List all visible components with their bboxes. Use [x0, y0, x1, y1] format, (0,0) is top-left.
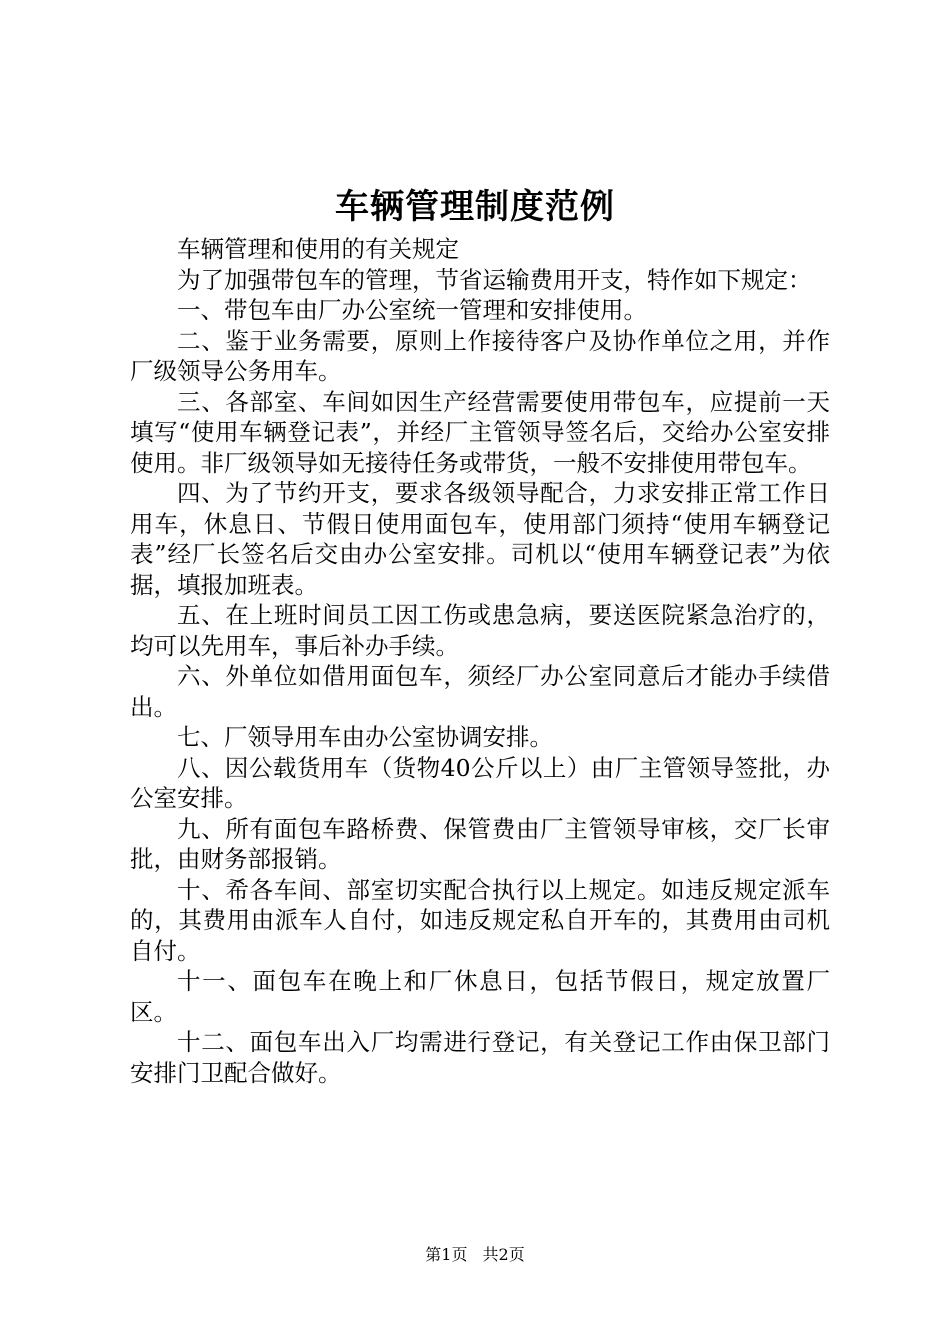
- paragraph: 十、希各车间、部室切实配合执行以上规定。如违反规定派车的，其费用由派车人自付，如违反规定私自开车的，其费用由司机自付。: [130, 875, 830, 965]
- paragraph: 一、带包车由厂办公室统一管理和安排使用。: [177, 296, 647, 324]
- paragraph: 八、因公载货用车（货物40公斤以上）由厂主管领导签批，办公室安排。: [130, 753, 830, 812]
- page-total: 共2页: [482, 1245, 525, 1264]
- paragraph: 三、各部室、车间如因生产经营需要使用带包车，应提前一天填写“使用车辆登记表”，并经厂主管领导签名后，交给办公室安排使用。非厂级领导如无接待任务或带货，一般不安排使用带包车。: [130, 387, 830, 477]
- page-number: 第1页: [425, 1245, 468, 1264]
- paragraph: 车辆管理和使用的有关规定: [177, 235, 459, 263]
- paragraph: 九、所有面包车路桥费、保管费由厂主管领导审核，交厂长审批，由财务部报销。: [130, 814, 830, 873]
- paragraph: 十一、面包车在晚上和厂休息日，包括节假日，规定放置厂区。: [130, 967, 830, 1026]
- paragraph: 六、外单位如借用面包车，须经厂办公室同意后才能办手续借出。: [130, 662, 830, 721]
- paragraph: 五、在上班时间员工因工伤或患急病，要送医院紧急治疗的，均可以先用车，事后补办手续。: [130, 601, 830, 660]
- paragraph: 二、鉴于业务需要，原则上作接待客户及协作单位之用，并作厂级领导公务用车。: [130, 326, 830, 385]
- document-title: 车辆管理制度范例: [335, 187, 615, 227]
- paragraph: 七、厂领导用车由办公室协调安排。: [177, 723, 553, 751]
- paragraph: 四、为了节约开支，要求各级领导配合，力求安排正常工作日用车，休息日、节假日使用面包车，使用部门须持“使用车辆登记表”经厂长签名后交由办公室安排。司机以“使用车辆登记表”为依据，填报加班表。: [130, 479, 830, 599]
- paragraph: 十二、面包车出入厂均需进行登记，有关登记工作由保卫部门安排门卫配合做好。: [130, 1028, 830, 1087]
- paragraph: 为了加强带包车的管理，节省运输费用开支，特作如下规定：: [177, 265, 812, 294]
- document-body: [130, 234, 830, 1088]
- page-footer: [0, 1244, 950, 1266]
